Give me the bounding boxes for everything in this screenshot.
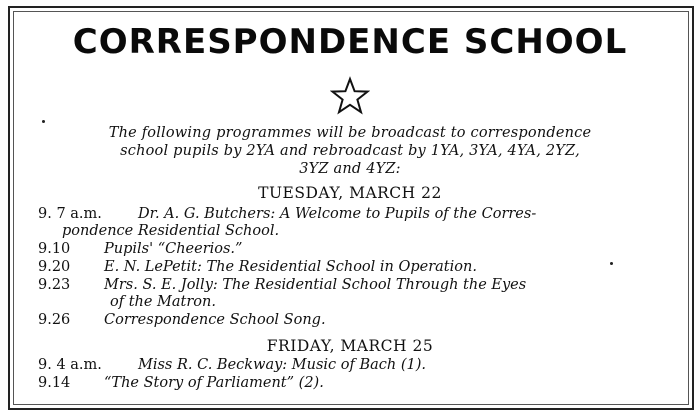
row-description: Mrs. S. E. Jolly: The Residential School Through the Eyes of the Matron. bbox=[104, 277, 527, 310]
page-title: CORRESPONDENCE SCHOOL bbox=[72, 22, 628, 62]
row-time: 9.10 bbox=[38, 241, 71, 257]
row-description: Pupils' “Cheerios.” bbox=[104, 241, 243, 257]
intro-paragraph bbox=[50, 124, 650, 178]
row-description: E. N. LePetit: The Residential School in Operation. bbox=[104, 259, 477, 275]
day-heading-friday: FRIDAY, MARCH 25 bbox=[266, 337, 434, 355]
day-heading-tuesday: TUESDAY, MARCH 22 bbox=[258, 184, 442, 202]
intro-line: 3YZ and 4YZ: bbox=[299, 161, 401, 177]
intro-line: The following programmes will be broadcast to correspondence bbox=[108, 125, 592, 141]
row-description: Correspondence School Song. bbox=[104, 312, 326, 328]
row-time: 9.20 bbox=[38, 259, 71, 275]
row-description: Dr. A. G. Butchers: A Welcome to Pupils of the Corres- pondence Residential School. bbox=[62, 206, 537, 239]
row-time: 9. 7 a.m. bbox=[38, 206, 102, 222]
intro-line: school pupils by 2YA and rebroadcast by 1YA, 3YA, 4YA, 2YZ, bbox=[120, 143, 580, 159]
print-speck bbox=[42, 120, 45, 123]
row-description: “The Story of Parliament” (2). bbox=[104, 375, 324, 391]
row-time: 9.23 bbox=[38, 277, 71, 293]
row-description: Miss R. C. Beckway: Music of Bach (1). bbox=[138, 357, 427, 373]
row-time: 9.14 bbox=[38, 375, 71, 391]
star-icon bbox=[330, 76, 370, 116]
row-time: 9. 4 a.m. bbox=[38, 357, 102, 373]
row-time: 9.26 bbox=[38, 312, 71, 328]
